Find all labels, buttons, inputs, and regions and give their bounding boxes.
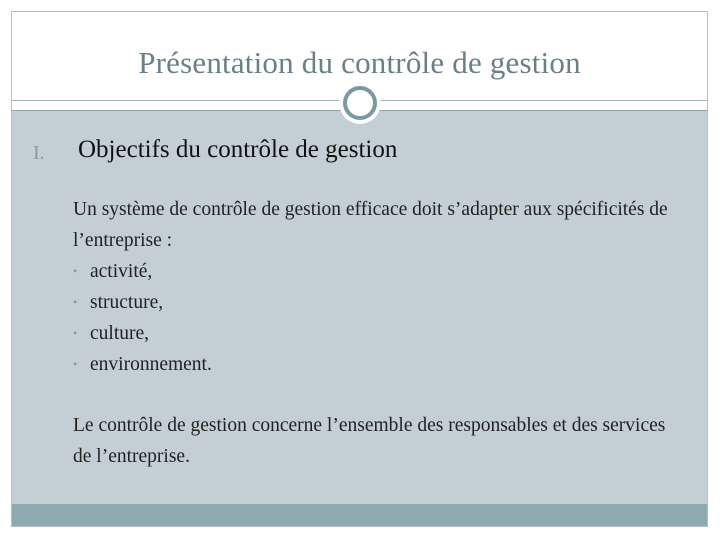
list-item: [73, 318, 212, 349]
bullet-dot-icon: •: [73, 295, 78, 309]
list-item-label: environnement.: [90, 354, 212, 375]
conclusion-paragraph: Le contrôle de gestion concerne l’ensemble des responsables et des services de l’entreprise.: [73, 415, 666, 467]
section-heading: Objectifs du contrôle de gestion: [78, 136, 398, 163]
slide-title: Présentation du contrôle de gestion: [138, 45, 581, 80]
intro-paragraph: Un système de contrôle de gestion efficace doit s’adapter aux spécificités de l’entreprise :: [73, 199, 668, 251]
section-number: I.: [33, 142, 45, 164]
footer-bar: [12, 504, 707, 526]
bullet-dot-icon: •: [73, 264, 78, 278]
list-item-label: culture,: [90, 323, 150, 344]
bullet-list: [73, 256, 212, 380]
list-item: [73, 349, 212, 380]
list-item-label: structure,: [90, 292, 164, 313]
content-area: [12, 116, 707, 504]
bullet-dot-icon: •: [73, 326, 78, 340]
list-item: [73, 256, 212, 287]
ring-icon-inner: [343, 86, 377, 120]
list-item-label: activité,: [90, 261, 153, 282]
slide-frame: [11, 11, 708, 527]
bullet-dot-icon: •: [73, 357, 78, 371]
list-item: [73, 287, 212, 318]
